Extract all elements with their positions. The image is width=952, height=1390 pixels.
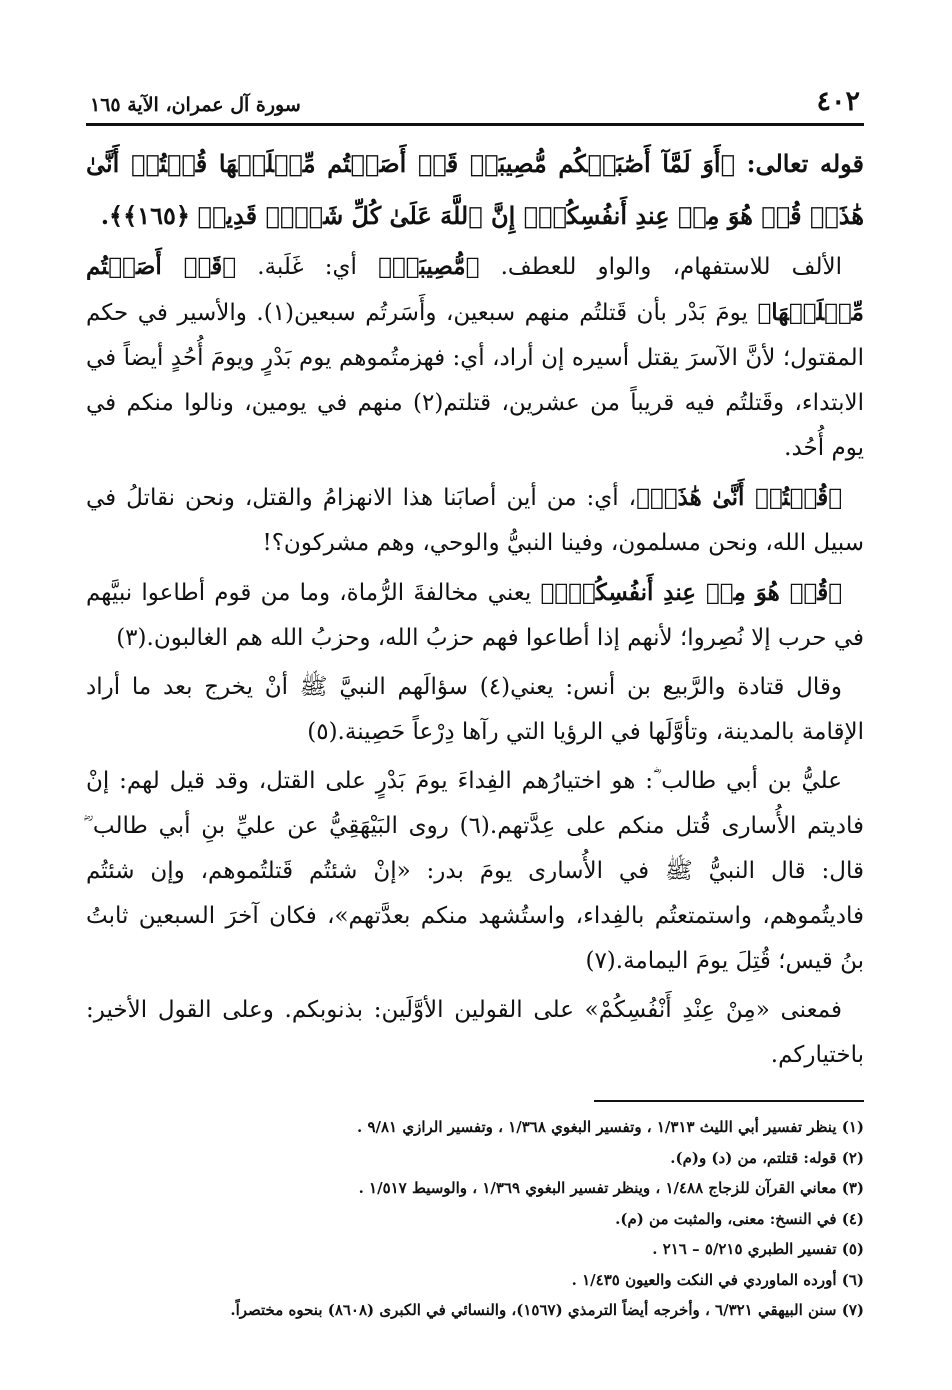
paragraph-text: روى البَيْهَقِيُّ عن عليِّ بنِ أبي طالب ؓ قال: قال النبيُّ ﷺ في الأُسارى يومَ بدر: «إنْ شئتُم قَتلتُموهم، وإن شئتُم فاديتُموهم، واستمتعتُم بالفِداء، واستُشهد منكم بعدَّتهم»، فكان آخرَ السبعين ثابتُ بنُ قيس؛ قُتِلَ يومَ اليمامة. <box>86 813 864 974</box>
verse-text: أَوَ لَمَّآ أَصَٰبَتۡكُم مُّصِيبَةٞ قَدۡ أَصَبۡتُم مِّثۡلَيۡهَا قُلۡتُمۡ أَنَّىٰ هَٰذَاۖ قُلۡ هُوَ مِنۡ عِندِ أَنفُسِكُمۡۗ إِنَّ ٱللَّهَ عَلَىٰ كُلِّ شَيۡءٖ قَدِيرٞ <box>86 149 864 230</box>
footnote: (١) ينظر تفسير أبي الليث ١/٣١٣ ، وتفسير البغوي ١/٣٦٨ ، وتفسير الرازي ٩/٨١ . <box>357 1118 864 1136</box>
footnote: (٣) معاني القرآن للزجاج ١/٤٨٨ ، وينظر تفسير البغوي ١/٣٦٩ ، والوسيط ١/٥١٧ . <box>358 1179 864 1197</box>
paragraph-text: يومَ بَدْر بأن قَتلتُم منهم سبعين، وأَسَرتُم سبعين <box>294 300 758 326</box>
quran-quote: ﴿مُّصِيبَةٞ﴾ <box>378 253 480 280</box>
paragraph-text: فمعنى «مِنْ عِنْدِ أَنْفُسِكُمْ» على القولين الأوَّلَين: بذنوبكم. وعلى القول الأخير: باختياركم. <box>86 997 864 1068</box>
paragraph-text: . والأسير في حكم المقتول؛ لأنَّ الآسرَ يقتل أسيره إن أراد، أي: فهزمتُموهم يوم بَدْرٍ ويومَ أُحُدٍ أيضاً في الابتداء، وقَتلتُم فيه قريباً من عشرين، قتلتم <box>86 300 864 416</box>
commentary-paragraph-1 <box>86 244 864 471</box>
verse-open-bracket: ﴿ <box>720 149 736 178</box>
ayah-number: ١٦٥ <box>137 201 176 230</box>
paragraph-text: وقال قتادة والرَّبيع بن أنس: يعني <box>510 674 842 700</box>
page-header <box>86 88 864 126</box>
paragraph-text: أي: غَلَبة. <box>236 254 379 280</box>
footnote-ref: (٧) <box>585 948 616 974</box>
paragraph-text: يعني مخالفةَ الرُّماة، وما من قوم أطاعوا نبيَّهم في حرب إلا نُصِروا؛ لأنهم إذا أطاعوا فهم حزبُ الله، وحزبُ الله هم الغالبون. <box>86 580 864 651</box>
footnote-ref: (٢) <box>413 390 444 416</box>
footnote: (٧) سنن البيهقي ٦/٣٢١ ، وأخرجه أيضاً الترمذي (١٥٦٧)، والنسائي في الكبرى (٨٦٠٨) بنحوه مختصراً. <box>230 1301 864 1319</box>
quran-quote: ﴿قَدۡ أَصَبۡتُم مِّثۡلَيۡهَا﴾ <box>86 253 864 326</box>
running-title: سورة آل عمران، الآية ١٦٥ <box>90 94 301 116</box>
ayah-number-marker: ﴿١٦٥﴾ <box>123 201 190 230</box>
footnotes-list <box>86 1112 864 1326</box>
paragraph-text: الألف للاستفهام، والواو للعطف. <box>479 254 842 280</box>
quran-quote: ﴿قُلۡ هُوَ مِنۡ عِندِ أَنفُسِكُمۡۗ﴾ <box>540 579 842 606</box>
quran-quote: ﴿قُلۡتُمۡ أَنَّىٰ هَٰذَاۖ﴾ <box>636 484 842 511</box>
verse-lead: قوله تعالى: <box>735 149 865 178</box>
footnote: (٢) قوله: قتلتم، من (د) و(م). <box>670 1148 864 1167</box>
page-body <box>86 138 864 1326</box>
paragraph-text: سؤالَهم النبيَّ ﷺ أنْ يخرج بعد ما أراد الإقامة بالمدينة، وتأوَّلَها في الرؤيا التي رآها دِرْعاً حَصِينة. <box>86 674 864 745</box>
verse-close-bracket: ﴾. <box>100 201 124 230</box>
commentary-paragraph-4 <box>86 665 864 755</box>
commentary-paragraph-3 <box>86 570 864 661</box>
footnote-ref: (٥) <box>307 719 338 745</box>
paragraph-text: عليُّ بن أبي طالب ؓ: هو اختيارُهم الفِداءَ يومَ بَدْرٍ على القتل، وقد قيل لهم: إنْ فاديتم الأُسارى قُتل منكم على عِدَّتهم. <box>86 768 864 839</box>
verse-paragraph <box>86 138 864 242</box>
footnote-separator <box>594 1100 864 1102</box>
paragraph-text: منهم في يومين، ونالوا منكم في يوم أُحُد. <box>86 390 864 461</box>
paragraph-text: ، أي: من أين أصابَنا هذا الانهزامُ والقتل، ونحن نقاتلُ في سبيل الله، ونحن مسلمون، وفينا النبيُّ والوحي، وهم مشركون؟! <box>86 485 864 556</box>
commentary-paragraph-2 <box>86 475 864 566</box>
footnote-ref: (٤) <box>479 674 511 700</box>
commentary-paragraph-5 <box>86 759 864 984</box>
footnote: (٥) تفسير الطبري ٥/٢١٥ – ٢١٦ . <box>652 1240 864 1258</box>
footnote-ref: (٦) <box>459 813 490 839</box>
footnote: (٦) أورده الماوردي في النكت والعيون ١/٤٣٥ . <box>571 1270 864 1289</box>
commentary-paragraph-6 <box>86 988 864 1078</box>
footnote-ref: (١) <box>263 300 295 326</box>
footnote: (٤) في النسخ: معنى، والمثبت من (م). <box>615 1209 864 1228</box>
footnote-ref: (٣) <box>116 625 147 651</box>
page-number: ٤٠٢ <box>816 86 860 117</box>
